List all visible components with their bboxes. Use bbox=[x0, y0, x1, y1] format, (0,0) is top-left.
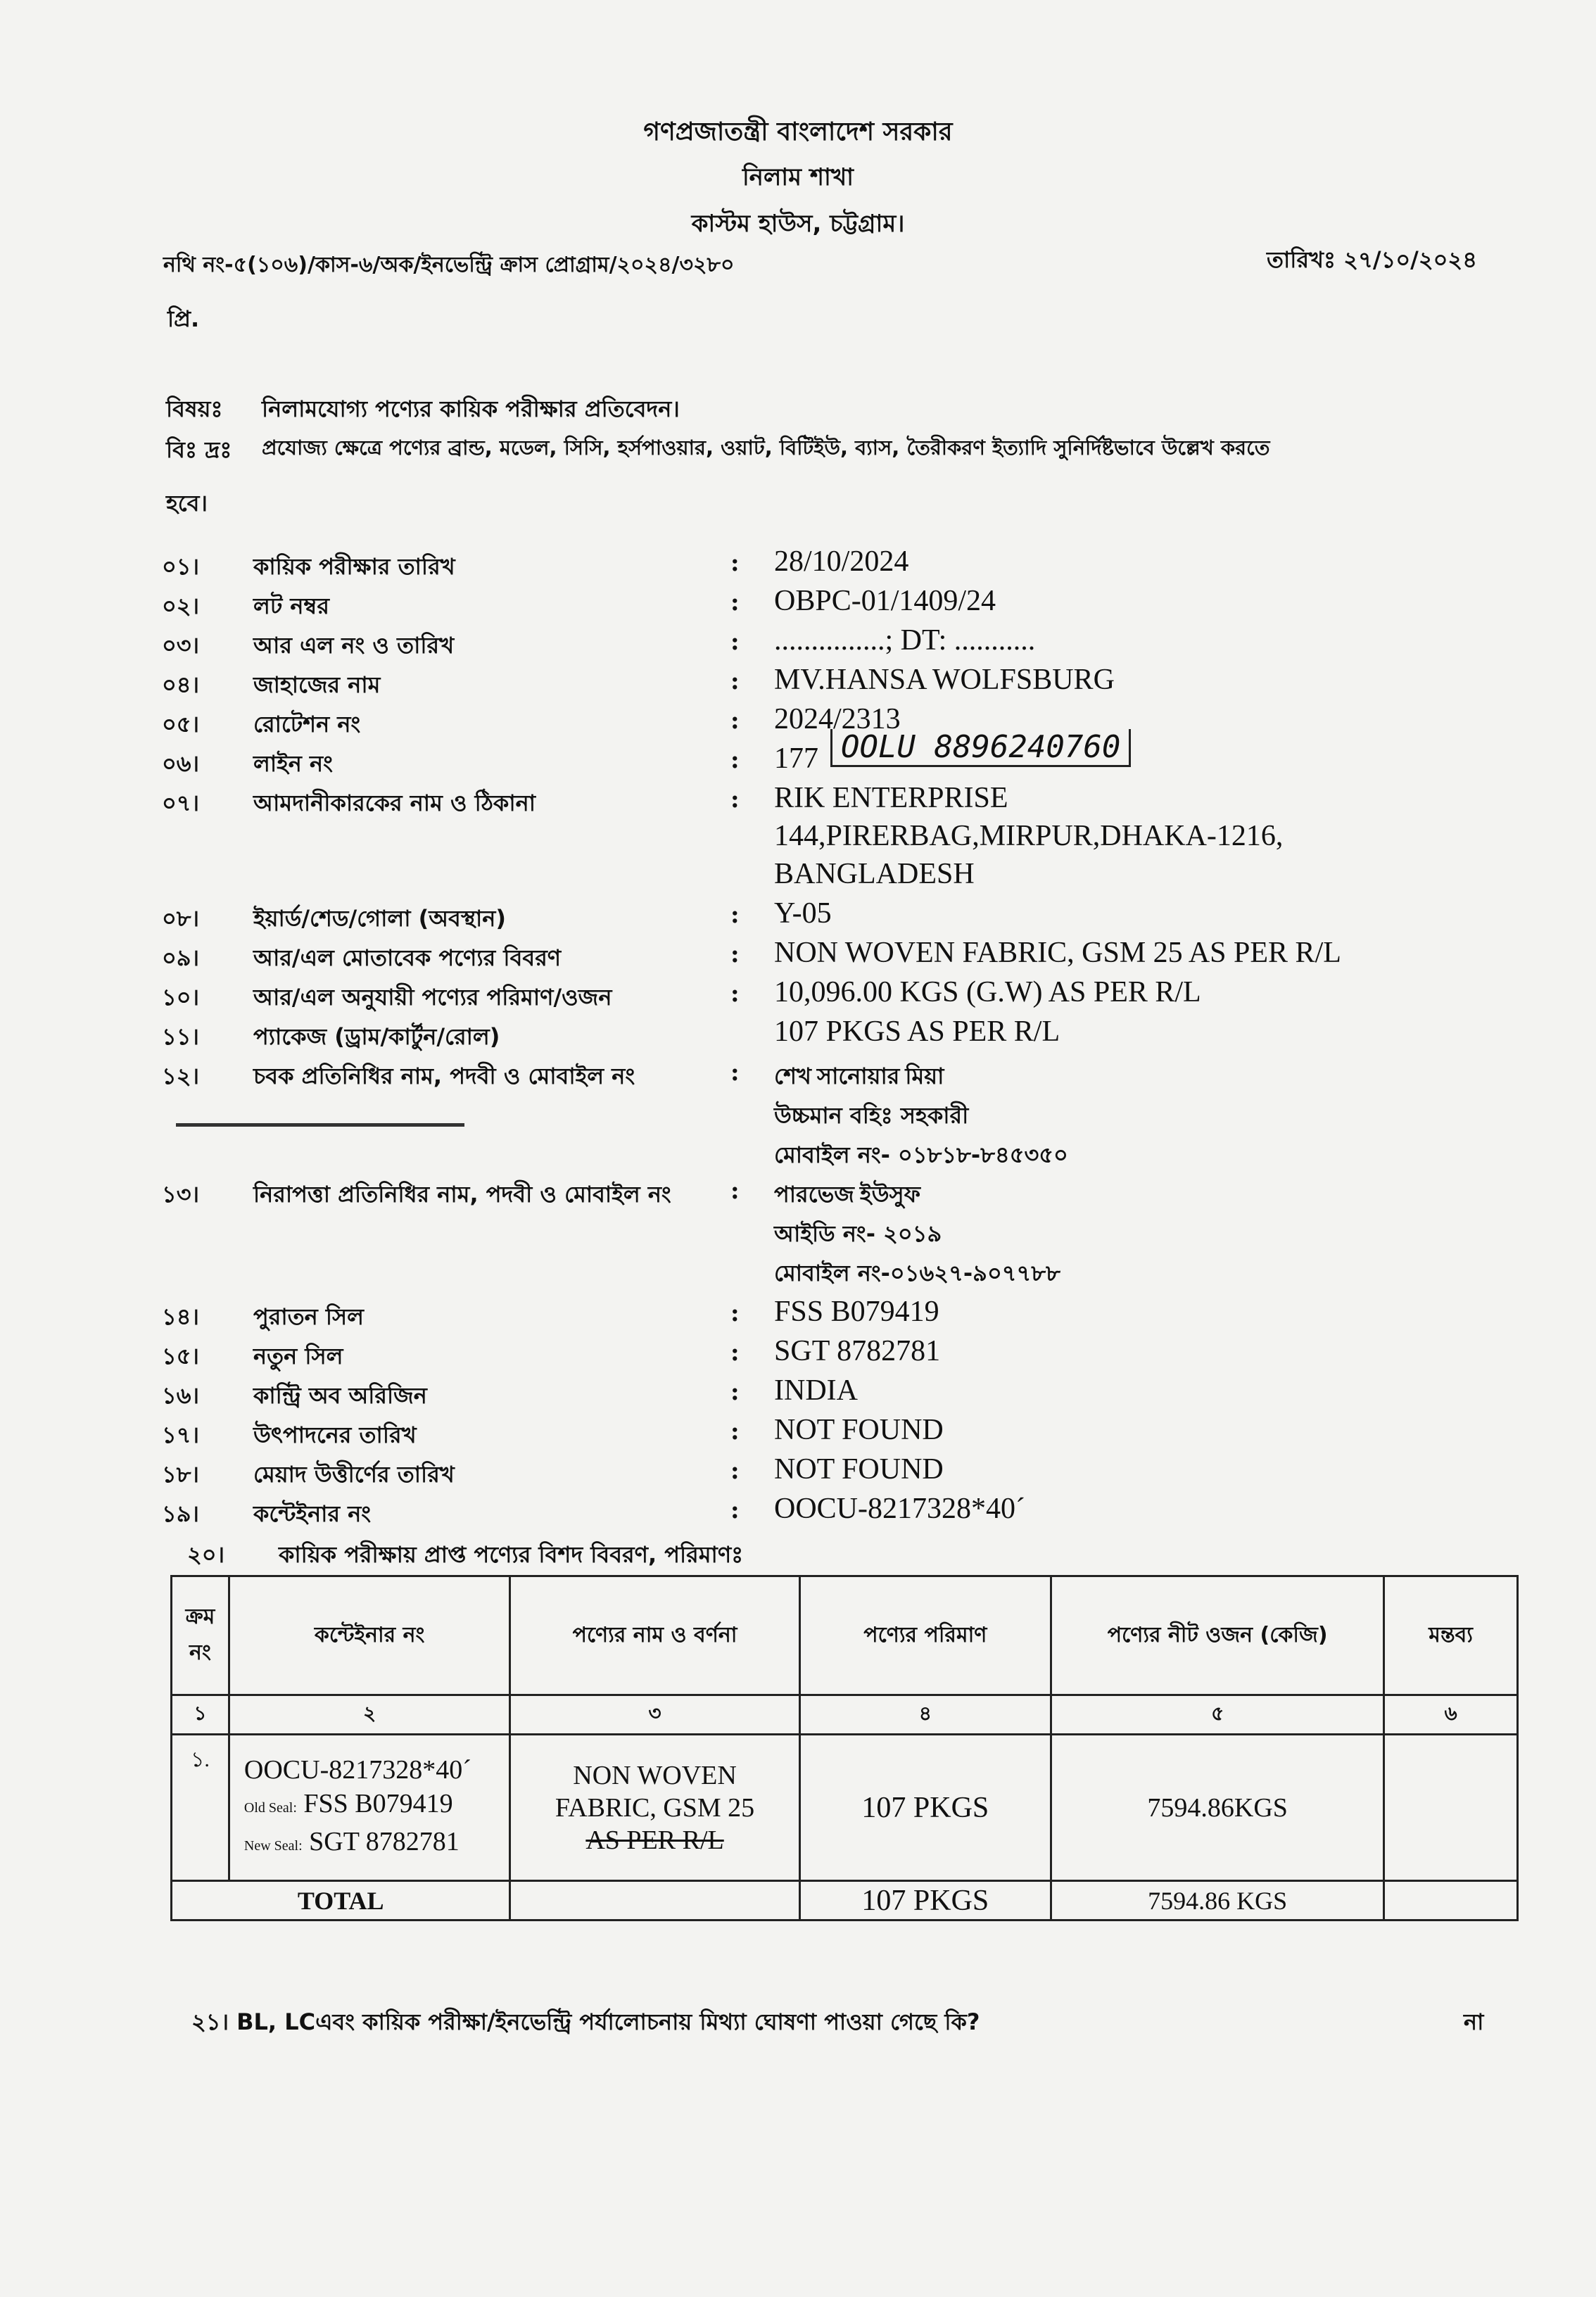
item-row-security-representative bbox=[162, 1177, 1499, 1216]
column-number: ৪ bbox=[799, 1695, 1051, 1735]
item-label: আর/এল মোতাবেক পণ্যের বিবরণ bbox=[253, 944, 562, 971]
column-number: ৩ bbox=[510, 1695, 799, 1735]
item-label: কায়িক পরীক্ষার তারিখ bbox=[253, 553, 455, 580]
total-label: TOTAL bbox=[172, 1881, 510, 1921]
item-value: 107 PKGS AS PER R/L bbox=[774, 1015, 1060, 1048]
item-colon: : bbox=[730, 1177, 740, 1205]
subject-text: নিলামযোগ্য পণ্যের কায়িক পরীক্ষার প্রতিবেদন। bbox=[262, 396, 680, 422]
item-colon: : bbox=[730, 1299, 740, 1327]
item-value: OBPC-01/1409/24 bbox=[774, 585, 996, 617]
item-number: ০৩। bbox=[162, 632, 200, 659]
goods-description-line1: NON WOVEN bbox=[573, 1760, 737, 1790]
item-number: ০৫। bbox=[162, 711, 200, 738]
header-container: কন্টেইনার নং bbox=[229, 1576, 510, 1695]
item-value: 28/10/2024 bbox=[774, 545, 909, 578]
item-row-old-seal bbox=[162, 1296, 1499, 1339]
header-quantity: পণ্যের পরিমাণ bbox=[799, 1576, 1051, 1695]
header-net-weight: পণ্যের নীট ওজন (কেজি) bbox=[1051, 1576, 1384, 1695]
item-colon: : bbox=[730, 980, 740, 1008]
item-label: আমদানীকারকের নাম ও ঠিকানা bbox=[253, 790, 536, 816]
cpa-rep-designation: উচ্চমান বহিঃ সহকারী bbox=[774, 1102, 969, 1129]
item-value: SGT 8782781 bbox=[774, 1335, 941, 1367]
item-number: ১৯। bbox=[162, 1500, 199, 1527]
item-label: জাহাজের নাম bbox=[253, 671, 381, 698]
item-colon: : bbox=[730, 901, 740, 929]
item-row-package bbox=[162, 1015, 1499, 1058]
item-label: ইয়ার্ড/শেড/গোলা (অবস্থান) bbox=[253, 905, 507, 932]
item-colon: : bbox=[730, 1378, 740, 1406]
item-label: আর/এল অনুযায়ী পণ্যের পরিমাণ/ওজন bbox=[253, 984, 612, 1011]
total-empty-cell bbox=[510, 1881, 799, 1921]
item-colon: : bbox=[730, 746, 740, 774]
section20-number: ২০। bbox=[187, 1541, 225, 1568]
header-goods-description: পণ্যের নাম ও বর্ণনা bbox=[510, 1576, 799, 1695]
item-label: প্যাকেজ (ড্রাম/কার্টুন/রোল) bbox=[253, 1023, 500, 1050]
item-row-manufacture-date bbox=[162, 1414, 1499, 1457]
item-colon: : bbox=[730, 628, 740, 656]
section20-title: কায়িক পরীক্ষায় প্রাপ্ত পণ্যের বিশদ বিবরণ, পরিমাণঃ bbox=[279, 1541, 744, 1568]
item-value: ...............; DT: ........... bbox=[774, 624, 1036, 657]
note-text-continued: হবে। bbox=[166, 490, 208, 517]
item-value: Y-05 bbox=[774, 897, 832, 930]
item-value: NOT FOUND bbox=[774, 1453, 944, 1486]
item-row-vessel-name bbox=[162, 664, 1499, 707]
security-id: আইডি নং- ২০১৯ bbox=[774, 1220, 942, 1247]
item-label: উৎপাদনের তারিখ bbox=[253, 1422, 417, 1448]
column-number: ৫ bbox=[1051, 1695, 1384, 1735]
office-heading: কাস্টম হাউস, চট্টগ্রাম। bbox=[691, 210, 905, 238]
section21-question: ২১। BL, LCএবং কায়িক পরীক্ষা/ইনভেন্ট্রি পর্যালোচনায় মিথ্যা ঘোষণা পাওয়া গেছে কি? bbox=[191, 2008, 980, 2035]
item-number: ০৪। bbox=[162, 671, 200, 698]
item-label: লট নম্বর bbox=[253, 593, 329, 619]
item-label: নিরাপত্তা প্রতিনিধির নাম, পদবী ও মোবাইল নং bbox=[253, 1181, 671, 1208]
note-text: প্রযোজ্য ক্ষেত্রে পণ্যের ব্রান্ড, মডেল, সিসি, হর্সপাওয়ার, ওয়াট, বিটিইউ, ব্যাস, তৈরীকরণ ইত্যাদি সুনির্দিষ্টভাবে উল্লেখ করতে bbox=[262, 436, 1270, 460]
item-label: আর এল নং ও তারিখ bbox=[253, 632, 455, 659]
item-label: পুরাতন সিল bbox=[253, 1303, 364, 1330]
item-number: ১৪। bbox=[162, 1303, 199, 1330]
item-value: RIK ENTERPRISE bbox=[774, 782, 1008, 814]
total-quantity: 107 PKGS bbox=[799, 1881, 1051, 1921]
item-value: FSS B079419 bbox=[774, 1296, 939, 1328]
importer-address-line2: BANGLADESH bbox=[774, 858, 975, 890]
item-label: কান্ট্রি অব অরিজিন bbox=[253, 1382, 427, 1409]
item-number: ১৩। bbox=[162, 1181, 200, 1208]
item-colon: : bbox=[730, 1417, 740, 1445]
item-label: রোটেশন নং bbox=[253, 711, 361, 738]
addressee: প্রি. bbox=[167, 305, 200, 332]
cpa-rep-mobile: মোবাইল নং- ০১৮১৮-৮৪৫৩৫০ bbox=[774, 1141, 1068, 1168]
item-value: NOT FOUND bbox=[774, 1414, 944, 1446]
item-row-expiry-date bbox=[162, 1453, 1499, 1496]
table-total-row bbox=[172, 1881, 1518, 1921]
header-remarks: মন্তব্য bbox=[1384, 1576, 1518, 1695]
item-value: NON WOVEN FABRIC, GSM 25 AS PER R/L bbox=[774, 937, 1341, 969]
column-number: ১ bbox=[172, 1695, 229, 1735]
item-colon: : bbox=[730, 549, 740, 577]
old-seal-label: Old Seal: bbox=[243, 1799, 297, 1816]
column-number: ২ bbox=[229, 1695, 510, 1735]
item-number: ০১। bbox=[162, 553, 200, 580]
total-remarks bbox=[1384, 1881, 1518, 1921]
item-number: ১০। bbox=[162, 984, 200, 1011]
item-value: MV.HANSA WOLFSBURG bbox=[774, 664, 1115, 696]
item-value: শেখ সানোয়ার মিয়া bbox=[774, 1063, 944, 1089]
item-row-country-of-origin bbox=[162, 1374, 1499, 1417]
item-number: ১৭। bbox=[162, 1422, 200, 1448]
item-value: INDIA bbox=[774, 1374, 858, 1407]
table-header-row bbox=[172, 1576, 1518, 1695]
item-value: OOCU-8217328*40´ bbox=[774, 1493, 1025, 1525]
item-colon: : bbox=[730, 667, 740, 695]
item-number: ১১। bbox=[162, 1023, 199, 1050]
item-label: লাইন নং bbox=[253, 750, 333, 777]
item-number: ০৭। bbox=[162, 790, 200, 816]
document-date: তারিখঃ ২৭/১০/২০২৪ bbox=[1267, 246, 1478, 273]
item-colon: : bbox=[730, 785, 740, 814]
item-row-lot-number bbox=[162, 585, 1499, 628]
row-net-weight: 7594.86KGS bbox=[1051, 1735, 1384, 1881]
item-value: 177 bbox=[774, 742, 818, 775]
item-colon: : bbox=[730, 1496, 740, 1524]
item-row-container-number bbox=[162, 1493, 1499, 1536]
new-seal-value: SGT 8782781 bbox=[309, 1826, 460, 1856]
item-label: কন্টেইনার নং bbox=[253, 1500, 372, 1527]
item-number: ১৫। bbox=[162, 1343, 199, 1369]
item-label: নতুন সিল bbox=[253, 1343, 343, 1369]
table-column-number-row bbox=[172, 1695, 1518, 1735]
row-old-seal bbox=[244, 1787, 509, 1825]
item-number: ০৮। bbox=[162, 905, 200, 932]
item-value: 2024/2313 bbox=[774, 703, 901, 735]
goods-description-line2: FABRIC, GSM 25 bbox=[555, 1792, 755, 1823]
item-colon: : bbox=[730, 1457, 740, 1485]
item-colon: : bbox=[730, 1339, 740, 1367]
item-row-yard-location bbox=[162, 897, 1499, 940]
table-row bbox=[172, 1735, 1518, 1881]
item-number: ১৬। bbox=[162, 1382, 200, 1409]
row-container-number: OOCU-8217328*40´ bbox=[243, 1754, 471, 1785]
importer-address-line1: 144,PIRERBAG,MIRPUR,DHAKA-1216, bbox=[774, 820, 1284, 852]
row-quantity: 107 PKGS bbox=[799, 1735, 1051, 1881]
item-label: মেয়াদ উত্তীর্ণের তারিখ bbox=[253, 1461, 455, 1488]
goods-description-line3-struck: AS PER R/L bbox=[585, 1825, 724, 1855]
item-row-rl-number bbox=[162, 624, 1499, 667]
inspection-details-table bbox=[170, 1575, 1519, 1921]
section-heading: নিলাম শাখা bbox=[742, 163, 854, 191]
row-remarks bbox=[1384, 1735, 1518, 1881]
item-label: চবক প্রতিনিধির নাম, পদবী ও মোবাইল নং bbox=[253, 1063, 635, 1089]
row-goods-description bbox=[510, 1735, 799, 1881]
item-row-new-seal bbox=[162, 1335, 1499, 1378]
subject-label: বিষয়ঃ bbox=[166, 396, 223, 422]
item-number: ১৮। bbox=[162, 1461, 199, 1488]
item-value: 10,096.00 KGS (G.W) AS PER R/L bbox=[774, 976, 1201, 1008]
old-seal-value: FSS B079419 bbox=[303, 1788, 453, 1818]
item-number: ০৬। bbox=[162, 750, 200, 777]
new-seal-label: New Seal: bbox=[243, 1837, 303, 1854]
item-row-quantity-weight bbox=[162, 976, 1499, 1019]
item-colon: : bbox=[730, 940, 740, 968]
item-colon: : bbox=[730, 588, 740, 616]
row-serial: ১. bbox=[172, 1735, 229, 1881]
file-number: নথি নং-৫(১০৬)/কাস-৬/অক/ইনভেন্ট্রি ক্রাস প্রোগ্রাম/২০২৪/৩২৮০ bbox=[163, 253, 735, 277]
item-row-inspection-date bbox=[162, 545, 1499, 588]
row-container-cell bbox=[229, 1735, 510, 1881]
column-number: ৬ bbox=[1384, 1695, 1518, 1735]
government-heading: গণপ্রজাতন্ত্রী বাংলাদেশ সরকার bbox=[643, 118, 953, 146]
item-row-cpa-representative bbox=[162, 1058, 1499, 1098]
item-colon: : bbox=[730, 1058, 740, 1087]
item-colon: : bbox=[730, 707, 740, 735]
section21-answer: না bbox=[1464, 2008, 1484, 2035]
security-mobile: মোবাইল নং-০১৬২৭-৯০৭৭৮৮ bbox=[774, 1260, 1060, 1286]
item-number: ০৯। bbox=[162, 944, 200, 971]
item-number: ১২। bbox=[162, 1063, 200, 1089]
item-number: ০২। bbox=[162, 593, 200, 619]
handwritten-bl-number: OOLU 8896240760 bbox=[830, 729, 1131, 767]
item-value: পারভেজ ইউসুফ bbox=[774, 1182, 921, 1207]
divider-line bbox=[176, 1123, 464, 1127]
item-row-goods-description bbox=[162, 937, 1499, 980]
header-serial: ক্রম নং bbox=[172, 1576, 229, 1695]
note-label: বিঃ দ্রঃ bbox=[166, 436, 232, 463]
total-net-weight: 7594.86 KGS bbox=[1051, 1881, 1384, 1921]
row-new-seal bbox=[244, 1825, 509, 1863]
